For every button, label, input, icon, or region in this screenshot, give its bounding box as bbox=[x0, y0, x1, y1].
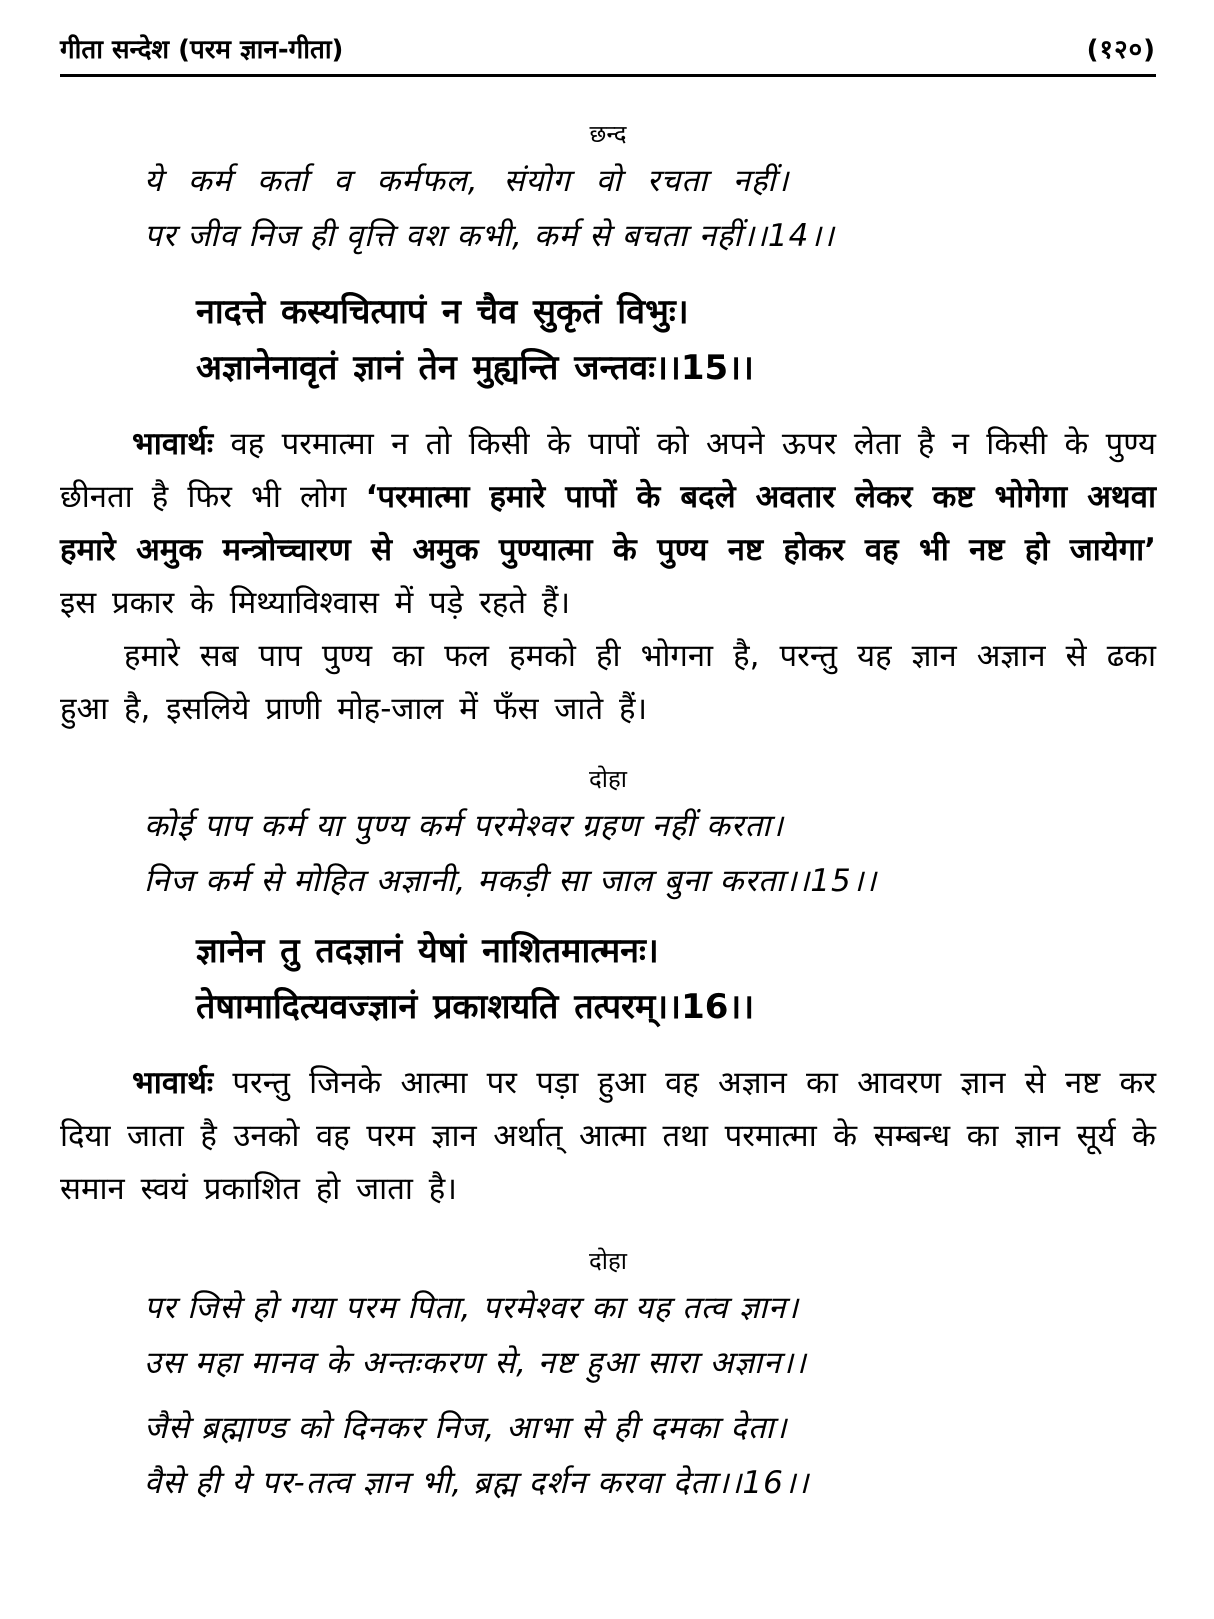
page-number: (१२०) bbox=[1086, 35, 1156, 65]
doha-16-label: दोहा bbox=[589, 1247, 627, 1275]
bhavarth-15-text-2: इस प्रकार के मिथ्याविश्वास में पड़े रहते हैं। bbox=[60, 585, 571, 621]
bhavarth-15-para-2: हमारे सब पाप पुण्य का फल हमको ही भोगना है, परन्तु यह ज्ञान अज्ञान से ढका हुआ है, इसलिये प्राणी मोह-जाल में फँस जाते हैं। bbox=[60, 638, 1156, 727]
bhavarth-16-text: परन्तु जिनके आत्मा पर पड़ा हुआ वह अज्ञान का आवरण ज्ञान से नष्ट कर दिया जाता है उनको वह परम ज्ञान अर्थात् आत्मा तथा परमात्मा के सम्बन्ध का ज्ञान सूर्य के समान स्वयं प्रकाशित हो जाता है। bbox=[60, 1065, 1156, 1207]
chhand-line-2: पर जीव निज ही वृत्ति वश कभी, कर्म से बचता नहीं।।14।। bbox=[144, 218, 835, 254]
doha-15-label: दोहा bbox=[589, 765, 627, 793]
doha-15-line-1: कोई पाप कर्म या पुण्य कर्म परमेश्वर ग्रहण नहीं करता। bbox=[144, 808, 784, 844]
sloka-16-line-2: तेषामादित्यवज्ज्ञानं प्रकाशयति तत्परम्।।16।। bbox=[196, 987, 755, 1027]
bhavarth-label: भावार्थः bbox=[132, 426, 214, 462]
chhand-line-1: ये कर्म कर्ता व कर्मफल, संयोग वो रचता नहीं। bbox=[144, 163, 790, 199]
sloka-15-line-1: नादत्ते कस्यचित्पापं न चैव सुकृतं विभुः। bbox=[196, 292, 689, 332]
doha-16-line-1: पर जिसे हो गया परम पिता, परमेश्वर का यह तत्व ज्ञान। bbox=[144, 1290, 799, 1326]
bhavarth-15 bbox=[60, 418, 1156, 630]
header-rule bbox=[60, 74, 1156, 77]
bhavarth-15-quote: ‘परमात्मा हमारे पापों के बदले अवतार लेकर कष्ट भोगेगा अथवा हमारे अमुक मन्त्रोच्चारण से अमुक पुण्यात्मा के पुण्य नष्ट होकर वह भी नष्ट हो जायेगा’ bbox=[60, 479, 1156, 568]
page-header bbox=[60, 0, 1156, 72]
sloka-16-line-1: ज्ञानेन तु तदज्ञानं येषां नाशितमात्मनः। bbox=[196, 931, 659, 971]
sloka-15-line-2: अज्ञानेनावृतं ज्ञानं तेन मुह्यन्ति जन्तवः।।15।। bbox=[196, 348, 754, 388]
doha-16-line-2: उस महा मानव के अन्तःकरण से, नष्ट हुआ सारा अज्ञान।। bbox=[144, 1345, 807, 1381]
doha-16-line-4: वैसे ही ये पर-तत्व ज्ञान भी, ब्रह्म दर्शन करवा देता।।16।। bbox=[144, 1465, 810, 1501]
bhavarth-16 bbox=[60, 1057, 1156, 1216]
chhand-label: छन्द bbox=[589, 120, 627, 148]
bhavarth-label-16: भावार्थः bbox=[132, 1065, 214, 1101]
bhavarth-15-text-1: वह परमात्मा न तो किसी के पापों को अपने ऊपर लेता है न किसी के पुण्य छीनता है फिर भी लोग bbox=[60, 426, 1156, 515]
doha-15-line-2: निज कर्म से मोहित अज्ञानी, मकड़ी सा जाल बुना करता।।15।। bbox=[144, 863, 878, 899]
running-title: गीता सन्देश (परम ज्ञान-गीता) bbox=[60, 35, 344, 65]
doha-16-line-3: जैसे ब्रह्माण्ड को दिनकर निज, आभा से ही दमका देता। bbox=[144, 1410, 788, 1446]
